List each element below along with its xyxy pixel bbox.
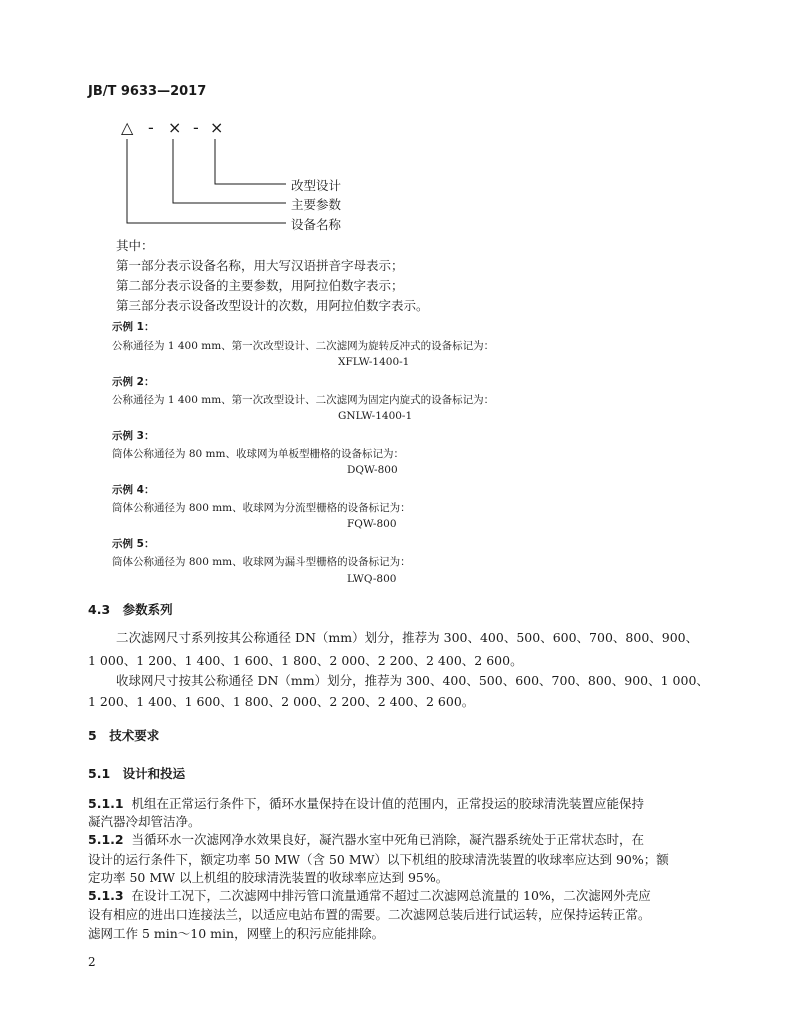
example-title: 示例 1：	[112, 321, 155, 333]
example-code: DQW-800	[347, 464, 398, 476]
label-equipment-name: 设备名称	[291, 217, 342, 232]
paragraph-line: 1 000、1 200、1 400、1 600、1 800、2 000、2 200、2 400、2 600。	[88, 653, 523, 668]
example-text: 公称通径为 1 400 mm、第一次改型设计、二次滤网为固定内旋式的设备标记为：	[112, 394, 495, 406]
clause-5-1-3-line-1	[88, 886, 651, 904]
example-title: 示例 3：	[112, 430, 155, 442]
clause-5-1-1-line-1	[88, 794, 644, 812]
code-part-1-symbol: △	[121, 118, 134, 137]
clause-text: 机组在正常运行条件下，循环水量保持在设计值的范围内，正常投运的胶球清洗装置应能保持	[131, 796, 645, 811]
clause-number: 5.1.1	[88, 796, 124, 811]
code-scheme-connector-lines	[0, 0, 791, 240]
section-4-3-heading: 4.3 参数系列	[88, 602, 173, 617]
example-code: LWQ-800	[347, 573, 397, 585]
clause-text: 定功率 50 MW 以上机组的胶球清洗装置的收球率应达到 95%。	[88, 870, 449, 885]
paragraph-line: 二次滤网尺寸系列按其公称通径 DN（mm）划分，推荐为 300、400、500、600、700、800、900、	[116, 630, 699, 645]
clause-text: 滤网工作 5 min～10 min，网壁上的积污应能排除。	[88, 926, 385, 941]
label-main-params: 主要参数	[291, 197, 342, 212]
standard-header: JB/T 9633—2017	[88, 84, 207, 99]
code-part-3-symbol: ×	[210, 118, 224, 137]
clause-text: 设有相应的进出口连接法兰，以适应电站布置的需要。二次滤网总装后进行试运转，应保持运转正常。	[88, 907, 651, 922]
example-code: GNLW-1400-1	[338, 410, 413, 422]
page-number: 2	[88, 955, 96, 969]
section-5-1-heading: 5.1 设计和投运	[88, 766, 186, 781]
code-part-2-symbol: ×	[168, 118, 182, 137]
example-text: 筒体公称通径为 800 mm、收球网为漏斗型栅格的设备标记为：	[112, 556, 411, 568]
explain-line: 第二部分表示设备的主要参数，用阿拉伯数字表示；	[116, 278, 404, 293]
explain-line: 第三部分表示设备改型设计的次数，用阿拉伯数字表示。	[116, 298, 429, 313]
clause-text: 设计的运行条件下，额定功率 50 MW（含 50 MW）以下机组的胶球清洗装置的收球率应达到 90%；额	[88, 852, 669, 867]
paragraph-line: 1 200、1 400、1 600、1 800、2 000、2 200、2 400、2 600。	[88, 694, 475, 709]
code-dash-2: -	[193, 118, 199, 137]
label-redesign: 改型设计	[291, 178, 342, 193]
clause-text: 在设计工况下，二次滤网中排污管口流量通常不超过二次滤网总流量的 10%，二次滤网外壳应	[131, 888, 651, 903]
example-title: 示例 4：	[112, 484, 155, 496]
clause-text: 当循环水一次滤网净水效果良好，凝汽器水室中死角已消除，凝汽器系统处于正常状态时，在	[131, 832, 645, 847]
explain-line: 第一部分表示设备名称，用大写汉语拼音字母表示；	[116, 258, 404, 273]
explain-intro: 其中：	[116, 238, 154, 253]
example-text: 筒体公称通径为 800 mm、收球网为分流型栅格的设备标记为：	[112, 502, 411, 514]
clause-number: 5.1.2	[88, 832, 124, 847]
example-title: 示例 5：	[112, 538, 155, 550]
code-dash-1: -	[148, 118, 154, 137]
clause-5-1-2-line-1	[88, 830, 644, 848]
clause-number: 5.1.3	[88, 888, 124, 903]
example-text: 筒体公称通径为 80 mm、收球网为单板型栅格的设备标记为：	[112, 448, 404, 460]
example-code: XFLW-1400-1	[338, 356, 410, 368]
example-code: FQW-800	[347, 518, 397, 530]
paragraph-line: 收球网尺寸按其公称通径 DN（mm）划分，推荐为 300、400、500、600、700、800、900、1 000、	[116, 673, 709, 688]
example-text: 公称通径为 1 400 mm、第一次改型设计、二次滤网为旋转反冲式的设备标记为：	[112, 340, 495, 352]
example-title: 示例 2：	[112, 376, 155, 388]
clause-text: 凝汽器冷却管洁净。	[88, 814, 201, 829]
section-5-heading: 5 技术要求	[88, 728, 160, 743]
